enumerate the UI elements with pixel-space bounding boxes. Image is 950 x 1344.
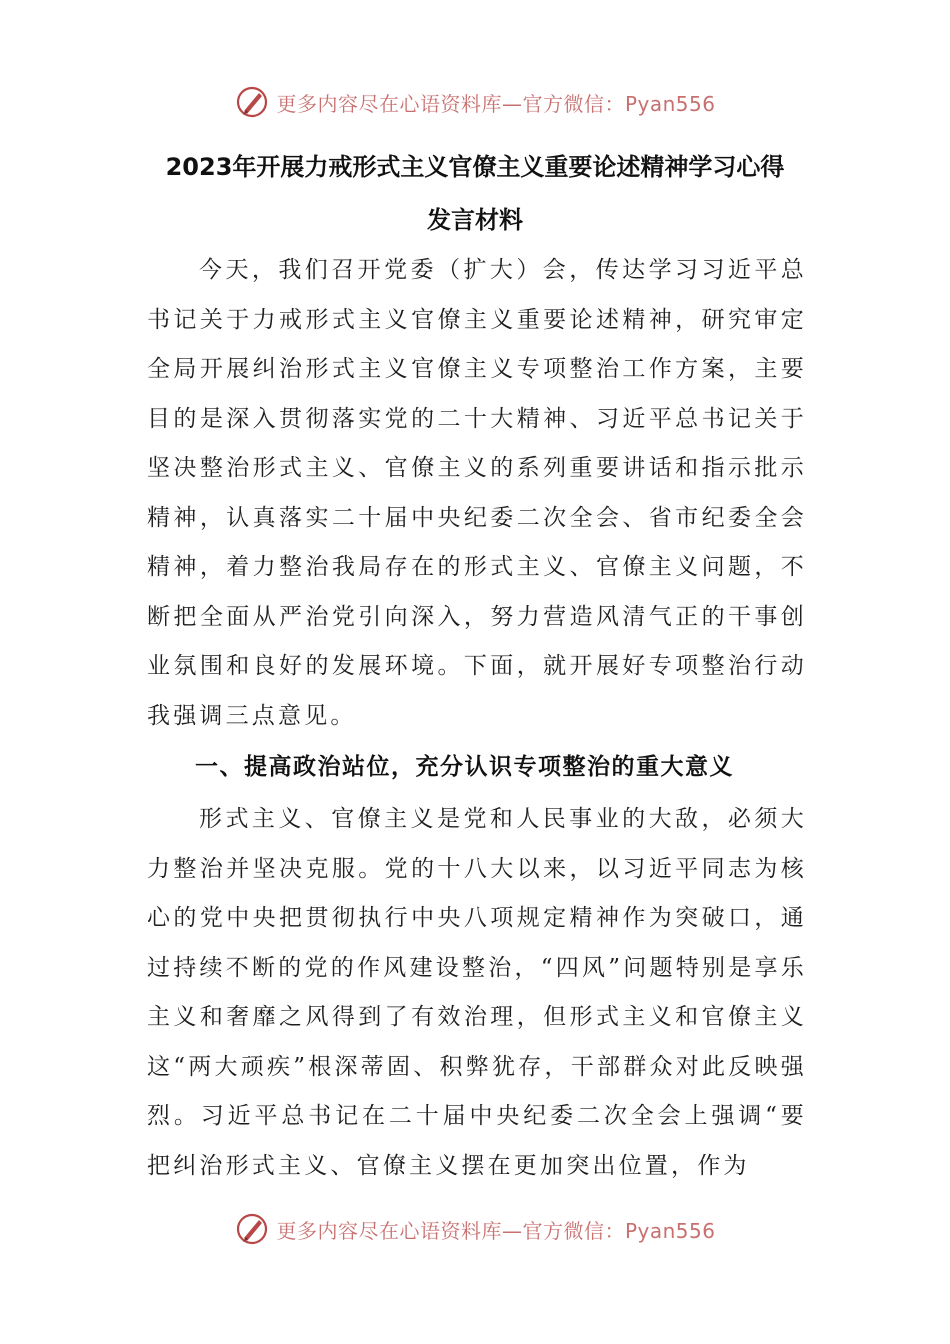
document-title: 2023年开展力戒形式主义官僚主义重要论述精神学习心得 [165, 153, 785, 181]
section-heading: 一、提高政治站位，充分认识专项整治的重大意义 [195, 754, 734, 780]
watermark-text: 更多内容尽在心语资料库—官方微信：Pyan556 [276, 1218, 716, 1243]
pen-seal-icon [234, 84, 270, 120]
watermark-header [0, 82, 950, 122]
watermark-footer [0, 1209, 950, 1249]
section-paragraph: 形式主义、官僚主义是党和人民事业的大敌，必须大力整治并坚决克服。党的十八大以来，以习近平同志为核心的党中央把贯彻执行中央八项规定精神作为突破口，通过持续不断的党的作风建设整治，“四风”问题特别是享乐主义和奢靡之风得到了有效治理，但形式主义和官僚主义这“两大顽疾”根深蒂固、积弊犹存，干部群众对此反映强烈。习近平总书记在二十届中央纪委二次全会上强调“要把纠治形式主义、官僚主义摆在更加突出位置，作为 [147, 806, 807, 1179]
pen-seal-icon [234, 1211, 270, 1247]
intro-paragraph: 今天，我们召开党委（扩大）会，传达学习习近平总书记关于力戒形式主义官僚主义重要论述精神，研究审定全局开展纠治形式主义官僚主义专项整治工作方案，主要目的是深入贯彻落实党的二十大精神、习近平总书记关于坚决整治形式主义、官僚主义的系列重要讲话和指示批示精神，认真落实二十届中央纪委二次全会、省市纪委全会精神，着力整治我局存在的形式主义、官僚主义问题，不断把全面从严治党引向深入，努力营造风清气正的干事创业氛围和良好的发展环境。下面，就开展好专项整治行动我强调三点意见。 [147, 257, 807, 729]
document-title-continued: 发言材料 [427, 206, 523, 234]
watermark-text: 更多内容尽在心语资料库—官方微信：Pyan556 [276, 91, 716, 116]
